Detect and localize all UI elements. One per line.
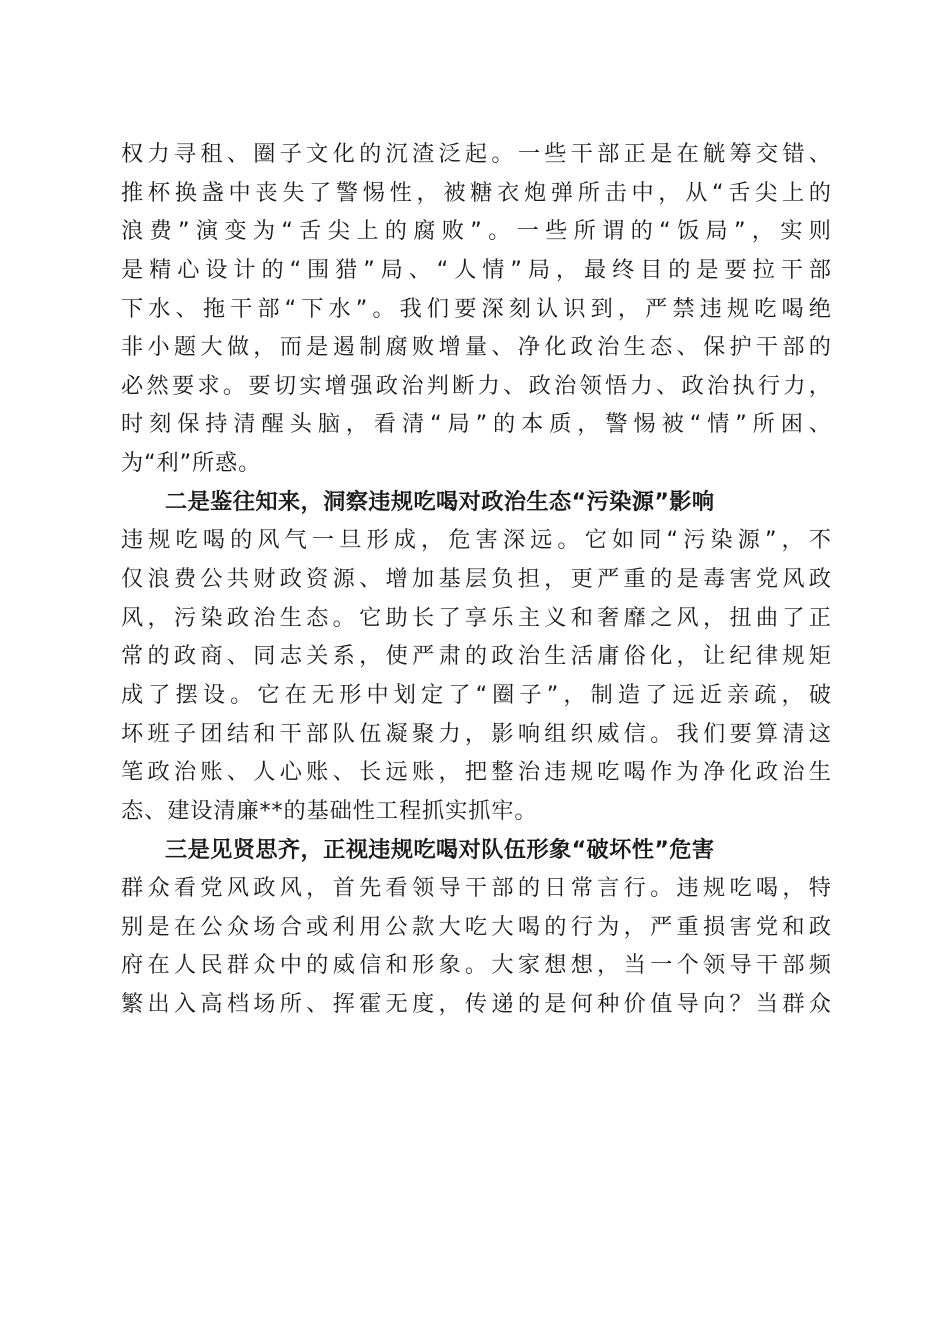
paragraph-3-line-1: 群众看党风政风，首先看领导干部的日常言行。违规吃喝，特 (121, 875, 831, 902)
paragraph-3-line-2: 别是在公众场合或利用公款大吃大喝的行为，严重损害党和政 (121, 913, 831, 940)
paragraph-1-line-5: 下水、拖干部“下水”。我们要深刻认识到，严禁违规吃喝绝 (121, 295, 831, 322)
paragraph-2-line-4: 常的政商、同志关系，使严肃的政治生活庸俗化，让纪律规矩 (121, 643, 831, 670)
paragraph-1-line-9: 为“利”所惑。 (121, 450, 262, 477)
paragraph-3-line-3: 府在人民群众中的威信和形象。大家想想，当一个领导干部频 (121, 952, 831, 979)
paragraph-1-line-8: 时刻保持清醒头脑，看清“局”的本质，警惕被“情”所困、 (121, 411, 831, 438)
paragraph-2-line-2: 仅浪费公共财政资源、增加基层负担，更严重的是毒害党风政 (121, 566, 831, 593)
section-heading-2: 二是鉴往知来，洞察违规吃喝对政治生态“污染源”影响 (165, 488, 715, 515)
paragraph-1-line-7: 必然要求。要切实增强政治判断力、政治领悟力、政治执行力， (121, 372, 831, 399)
paragraph-2-line-1: 违规吃喝的风气一旦形成，危害深远。它如同“污染源”，不 (121, 527, 831, 554)
paragraph-2-line-7: 笔政治账、人心账、长远账，把整治违规吃喝作为净化政治生 (121, 759, 831, 786)
paragraph-2-line-5: 成了摆设。它在无形中划定了“圈子”，制造了远近亲疏，破 (121, 681, 831, 708)
section-heading-3: 三是见贤思齐，正视违规吃喝对队伍形象“破坏性”危害 (165, 836, 715, 863)
paragraph-1-line-6: 非小题大做，而是遏制腐败增量、净化政治生态、保护干部的 (121, 334, 831, 361)
paragraph-1-line-2: 推杯换盏中丧失了警惕性，被糖衣炮弹所击中，从“舌尖上的 (121, 179, 831, 206)
paragraph-1-line-3: 浪费”演变为“舌尖上的腐败”。一些所谓的“饭局”，实则 (121, 218, 831, 245)
paragraph-1-line-1: 权力寻租、圈子文化的沉渣泛起。一些干部正是在觥筹交错、 (121, 141, 831, 167)
paragraph-2-line-8: 态、建设清廉**的基础性工程抓实抓牢。 (121, 797, 538, 824)
paragraph-2-line-3: 风，污染政治生态。它助长了享乐主义和奢靡之风，扭曲了正 (121, 604, 831, 631)
document-body (121, 135, 831, 1024)
paragraph-3-line-4: 繁出入高档场所、挥霍无度，传递的是何种价值导向？当群众 (121, 991, 831, 1018)
paragraph-1-line-4: 是精心设计的“围猎”局、“人情”局，最终目的是要拉干部 (121, 256, 831, 283)
paragraph-2-line-6: 坏班子团结和干部队伍凝聚力，影响组织威信。我们要算清这 (121, 720, 831, 747)
